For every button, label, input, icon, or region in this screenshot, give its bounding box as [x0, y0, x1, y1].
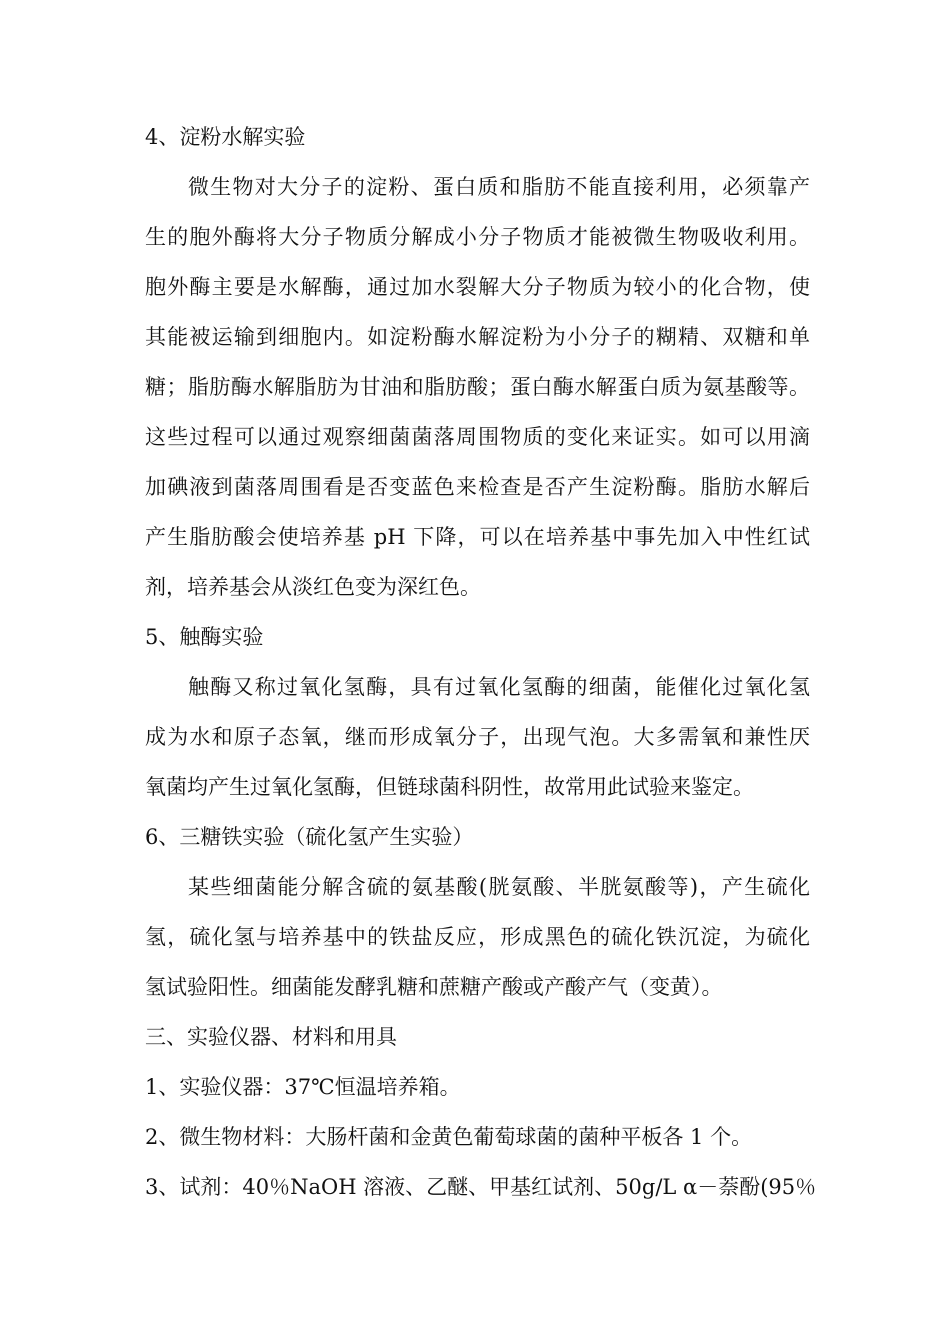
paragraph-line: 加碘液到菌落周围看是否变蓝色来检查是否产生淀粉酶。脂肪水解后 [145, 475, 810, 499]
list-item: 2、微生物材料：大肠杆菌和金黄色葡萄球菌的菌种平板各 1 个。 [145, 1125, 753, 1149]
paragraph-line: 这些过程可以通过观察细菌菌落周围物质的变化来证实。如可以用滴 [145, 425, 810, 449]
paragraph-line: 糖；脂肪酶水解脂肪为甘油和脂肪酸；蛋白酶水解蛋白质为氨基酸等。 [145, 375, 810, 399]
paragraph-line: 氢试验阳性。细菌能发酵乳糖和蔗糖产酸或产酸产气（变黄）。 [145, 975, 723, 999]
paragraph-line: 某些细菌能分解含硫的氨基酸(胱氨酸、半胱氨酸等)，产生硫化 [188, 875, 810, 899]
list-item: 1、实验仪器：37℃恒温培养箱。 [145, 1075, 461, 1099]
paragraph-line: 微生物对大分子的淀粉、蛋白质和脂肪不能直接利用，必须靠产 [188, 175, 810, 199]
section-heading-instruments: 三、实验仪器、材料和用具 [145, 1025, 397, 1049]
paragraph-line: 剂，培养基会从淡红色变为深红色。 [145, 575, 481, 599]
paragraph-line: 氧菌均产生过氧化氢酶，但链球菌科阴性，故常用此试验来鉴定。 [145, 775, 754, 799]
paragraph-line: 氢，硫化氢与培养基中的铁盐反应，形成黑色的硫化铁沉淀，为硫化 [145, 925, 810, 949]
paragraph-line: 产生脂肪酸会使培养基 pH 下降，可以在培养基中事先加入中性红试 [145, 525, 810, 549]
section-heading-triple-sugar-iron: 6、三糖铁实验（硫化氢产生实验） [145, 825, 474, 849]
paragraph-line: 触酶又称过氧化氢酶，具有过氧化氢酶的细菌，能催化过氧化氢 [188, 675, 810, 699]
paragraph-line: 其能被运输到细胞内。如淀粉酶水解淀粉为小分子的糊精、双糖和单 [145, 325, 810, 349]
paragraph-line: 胞外酶主要是水解酶，通过加水裂解大分子物质为较小的化合物，使 [145, 275, 810, 299]
section-heading-starch-hydrolysis: 4、淀粉水解实验 [145, 125, 306, 149]
list-item: 3、试剂：40％NaOH 溶液、乙醚、甲基红试剂、50g/L α－萘酚(95％ [145, 1175, 817, 1199]
paragraph-line: 生的胞外酶将大分子物质分解成小分子物质才能被微生物吸收利用。 [145, 225, 810, 249]
section-heading-catalase: 5、触酶实验 [145, 625, 264, 649]
paragraph-line: 成为水和原子态氧，继而形成氧分子，出现气泡。大多需氧和兼性厌 [145, 725, 810, 749]
